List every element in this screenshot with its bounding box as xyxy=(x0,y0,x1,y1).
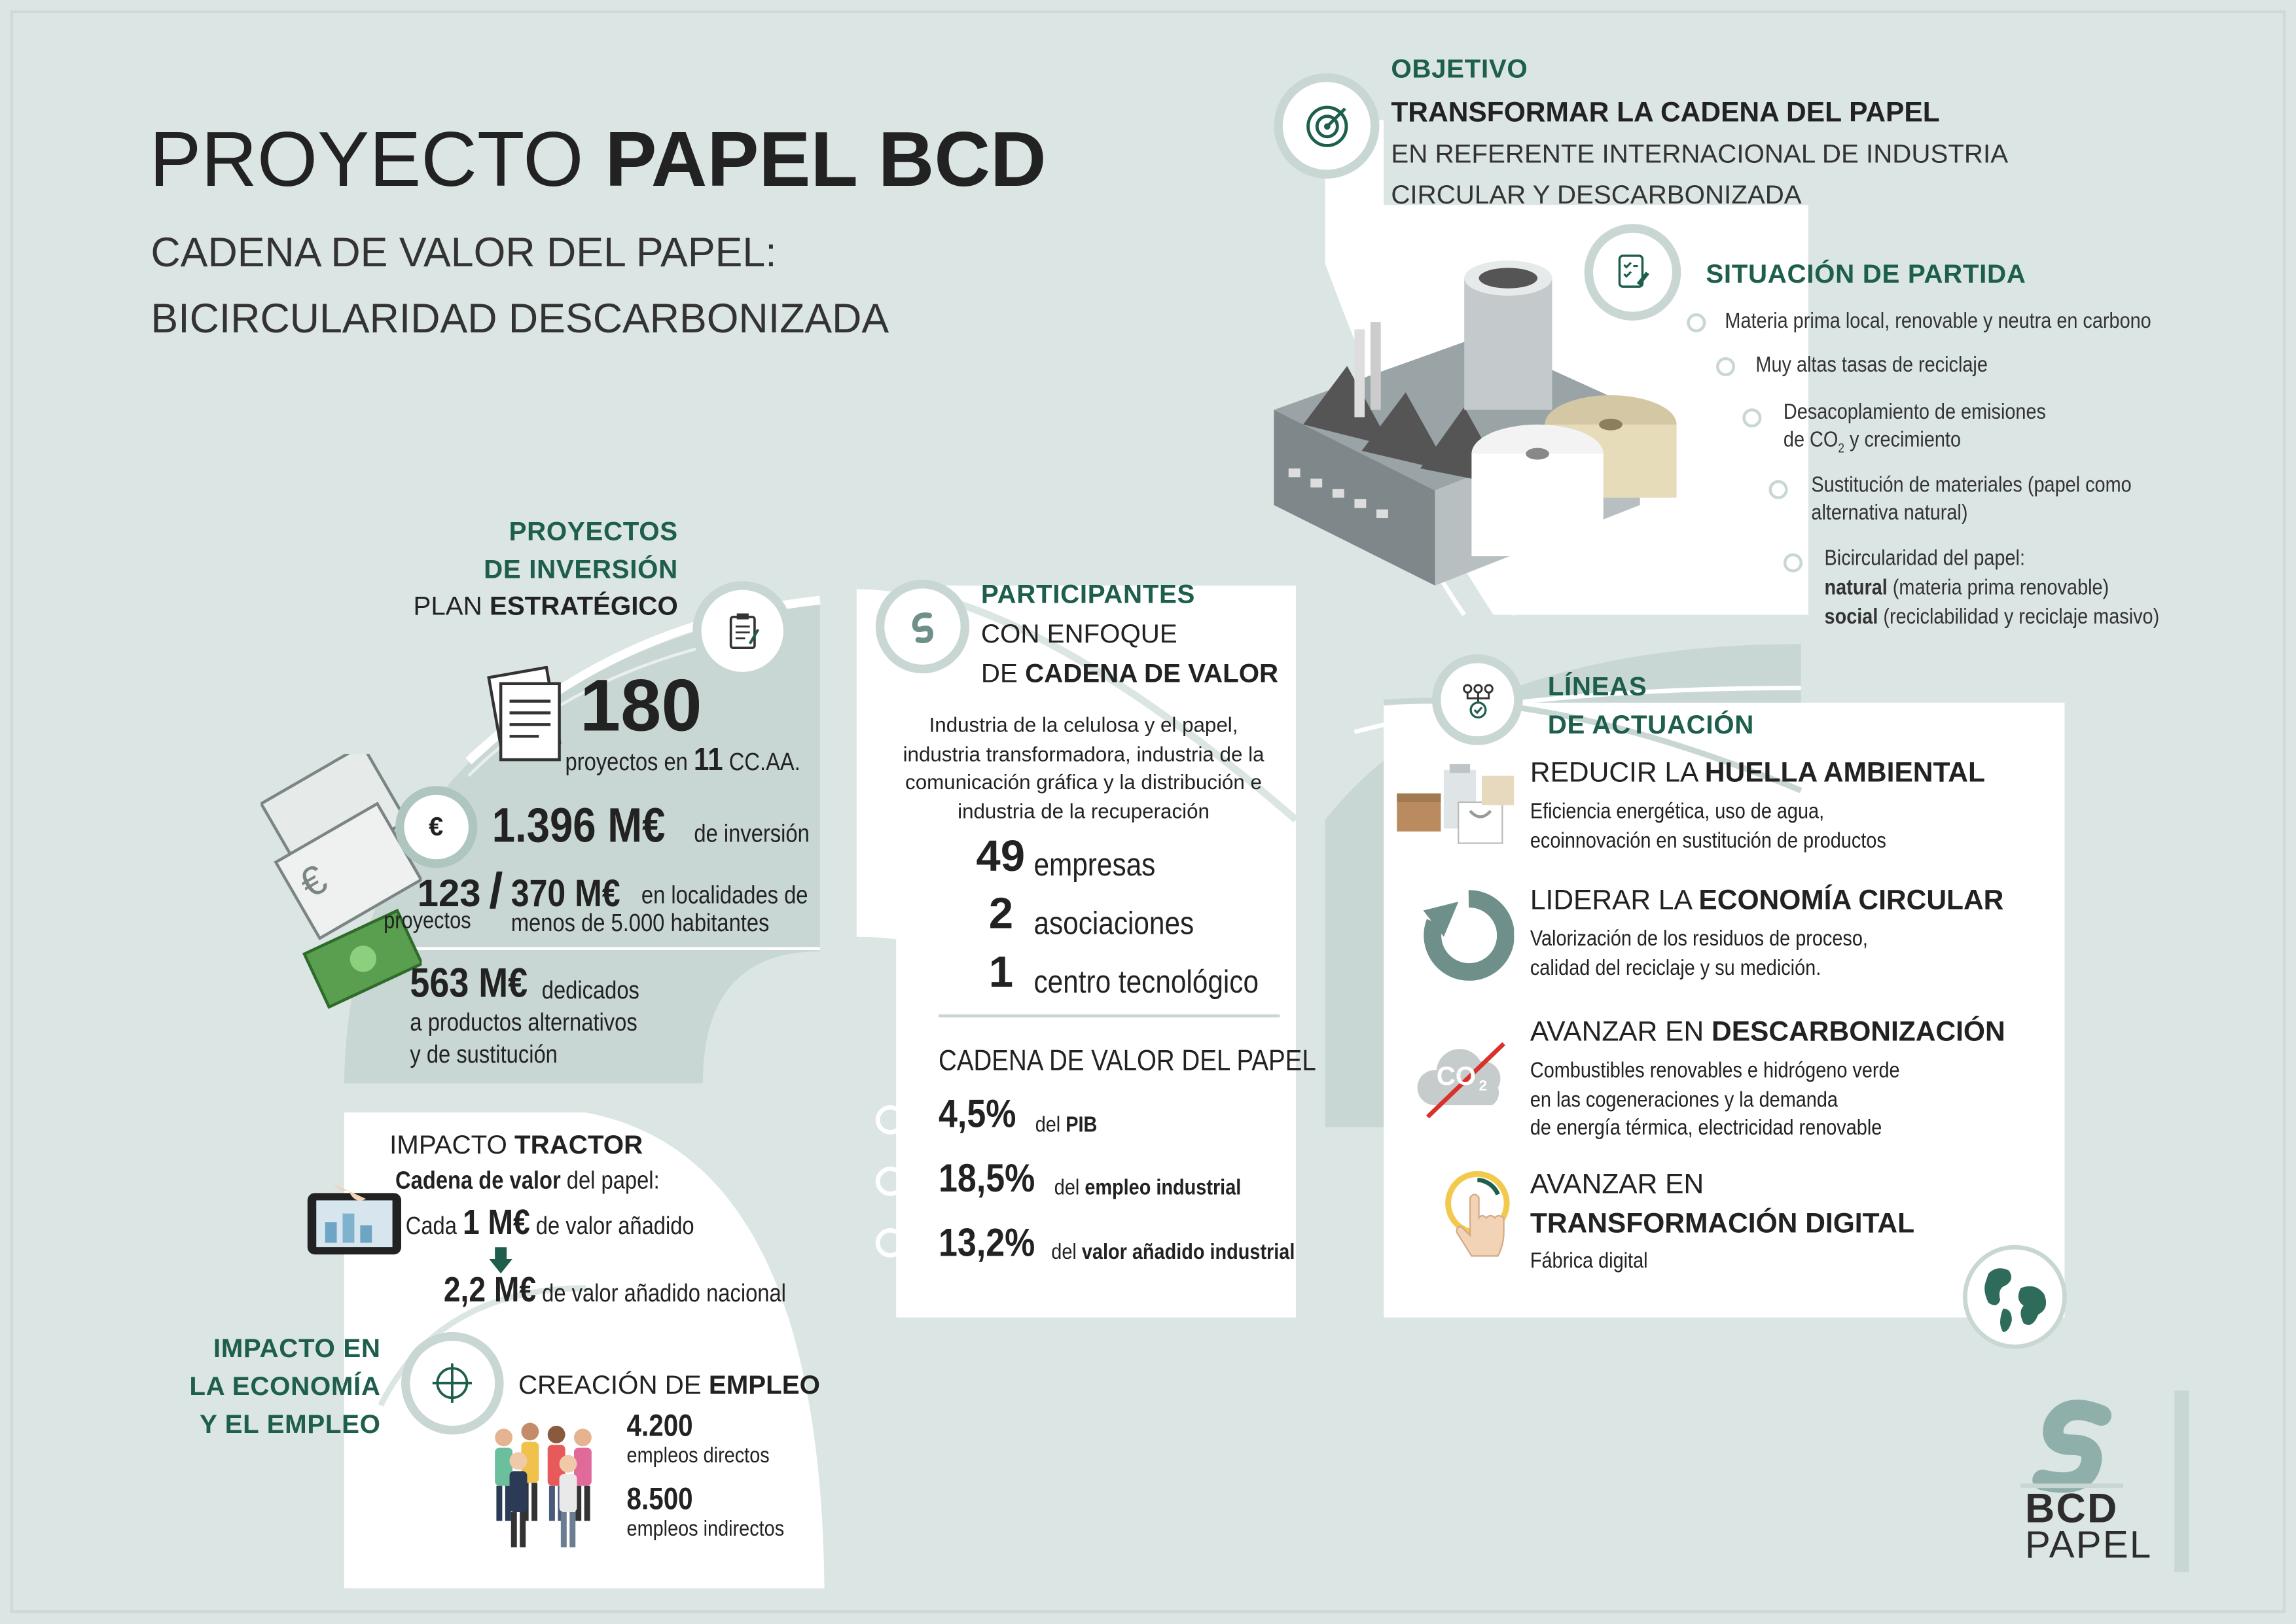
co2-sub: 2 xyxy=(1838,440,1844,455)
localidades-proj: proyectos xyxy=(384,909,471,934)
inversion-amount xyxy=(492,798,694,853)
cada-pre: Cada xyxy=(405,1212,463,1240)
alt-label1: dedicados xyxy=(541,976,639,1004)
creacion-empleo xyxy=(518,1370,820,1401)
ring-2 xyxy=(876,1167,905,1196)
subtitle-line2: BICIRCULARIDAD DESCARBONIZADA xyxy=(151,295,889,342)
lineas-heading xyxy=(1548,667,1754,743)
eco-heading-2: LA ECONOMÍA xyxy=(189,1371,381,1402)
l3-light: AVANZAR EN xyxy=(1530,1017,1712,1048)
participantes-sub1: CON ENFOQUE xyxy=(980,619,1177,649)
directos-label: empleos directos xyxy=(626,1443,770,1468)
count-label-post: CC.AA. xyxy=(723,748,800,776)
l1-bold: HUELLA AMBIENTAL xyxy=(1704,758,1985,789)
cada-amount: 1 M€ xyxy=(463,1203,530,1243)
alt-label2: a productos alternativos xyxy=(410,1008,637,1036)
situacion-item-5 xyxy=(1825,544,2214,632)
situacion-item-2: Muy altas tasas de reciclaje xyxy=(1755,353,1988,378)
participantes-heading: PARTICIPANTES xyxy=(980,579,1196,609)
eco-heading-1: IMPACTO EN xyxy=(213,1333,381,1363)
linea-1-title xyxy=(1530,758,1985,790)
sub2-bold: CADENA DE VALOR xyxy=(1025,658,1279,688)
pib-num: 4,5% xyxy=(939,1091,1016,1137)
documents-icon xyxy=(480,666,568,769)
bullet-5 xyxy=(1784,554,1803,573)
alt-label3: y de sustitución xyxy=(410,1040,558,1069)
plan-estrategico xyxy=(366,591,678,622)
desc-4: industria de la recuperación xyxy=(958,798,1210,822)
linea-3-title xyxy=(1530,1017,2005,1050)
desc-3: comunicación gráfica y la distribución e xyxy=(905,769,1262,794)
eco-heading-3: Y EL EMPLEO xyxy=(199,1409,381,1439)
arrow-down-icon xyxy=(489,1247,512,1273)
indirectos-label: empleos indirectos xyxy=(626,1516,785,1542)
cada-rest: de valor añadido xyxy=(529,1212,694,1240)
localidades-label2: menos de 5.000 habitantes xyxy=(511,909,770,937)
natural-bold: natural xyxy=(1824,575,1888,601)
proyectos-heading xyxy=(410,512,677,588)
linea-2-title xyxy=(1530,886,2004,918)
count-label-num: 11 xyxy=(693,741,723,777)
logo-line1: BCD xyxy=(2025,1485,2119,1532)
situacion-item-3a: Desacoplamiento de emisiones xyxy=(1783,399,2046,425)
participantes-desc xyxy=(878,711,1288,826)
co2-sub-text: 2 xyxy=(1479,1078,1488,1095)
asociaciones-label: asociaciones xyxy=(1033,904,1194,942)
objetivo-line2: EN REFERENTE INTERNACIONAL DE INDUSTRIA xyxy=(1391,139,2009,169)
l1-d2: ecoinnovación en sustitución de productos xyxy=(1530,828,1886,853)
svg-text:€: € xyxy=(429,812,444,841)
lineas-heading-2: DE ACTUACIÓN xyxy=(1547,710,1755,739)
empleo-bold-title: EMPLEO xyxy=(708,1370,820,1400)
impacto-economia-heading xyxy=(147,1329,381,1443)
vab-num: 13,2% xyxy=(939,1220,1035,1265)
plan-light: PLAN xyxy=(413,591,490,621)
empresas-num: 49 xyxy=(976,832,1026,881)
logo-line2: PAPEL xyxy=(2025,1522,2153,1566)
products-icon xyxy=(1391,761,1522,849)
centro-label: centro tecnológico xyxy=(1033,963,1259,1000)
bullet-3 xyxy=(1742,408,1761,427)
l3-d1: Combustibles renovables e hidrógeno verde xyxy=(1530,1058,1900,1084)
l2-d2: calidad del reciclaje y su medición. xyxy=(1530,955,1821,980)
l4-d1: Fábrica digital xyxy=(1530,1248,1648,1274)
empleo-num: 18,5% xyxy=(939,1156,1035,1201)
social-bold: social xyxy=(1824,604,1878,629)
centro-num: 1 xyxy=(988,948,1014,997)
bcd-logo-mark xyxy=(2013,1398,2130,1495)
cada-line xyxy=(406,1203,742,1244)
situacion-item-5a: Bicircularidad del papel: xyxy=(1824,546,2025,571)
proyectos-heading-2: DE INVERSIÓN xyxy=(484,554,678,584)
l2-d1: Valorización de los residuos de proceso, xyxy=(1530,927,1868,952)
tractor-light: IMPACTO xyxy=(389,1130,515,1159)
localidades-slash: / xyxy=(489,863,503,919)
proyectos-count: 180 xyxy=(579,664,702,747)
situacion-item-1: Materia prima local, renovable y neutra en carbono xyxy=(1725,309,2151,334)
tablet-icon xyxy=(304,1181,404,1263)
directos-num: 4.200 xyxy=(626,1409,693,1443)
alt-amount: 563 M€ xyxy=(410,960,528,1006)
situacion-item-4b: alternativa natural) xyxy=(1811,501,1968,526)
linea-2-desc xyxy=(1530,925,1923,982)
objetivo-line3: CIRCULAR Y DESCARBONIZADA xyxy=(1391,180,1802,209)
linea-1-desc xyxy=(1530,798,1944,855)
empleo-light: CREACIÓN DE xyxy=(518,1370,709,1400)
l2-bold: ECONOMÍA CIRCULAR xyxy=(1698,885,2004,917)
subtitle-line1: CADENA DE VALOR DEL PAPEL: xyxy=(151,230,777,275)
empleo-bold: empleo industrial xyxy=(1085,1175,1242,1201)
co2-text: CO xyxy=(1436,1061,1477,1091)
situacion-item-3 xyxy=(1784,398,2089,463)
network-icon xyxy=(1432,654,1523,745)
pib-pre: del xyxy=(1035,1112,1066,1138)
l2-light: LIDERAR LA xyxy=(1530,885,1699,917)
l1-light: REDUCIR LA xyxy=(1530,758,1705,789)
l3-d3: de energía térmica, electricidad renovable xyxy=(1530,1115,1882,1140)
svg-text:€: € xyxy=(291,856,335,908)
tractor-bold: TRACTOR xyxy=(514,1130,643,1159)
bcd-logo-icon xyxy=(876,580,969,673)
localidades-amount: 370 M€ xyxy=(511,871,620,915)
linea-4-title-light: AVANZAR EN xyxy=(1530,1169,1704,1201)
natural-rest: (materia prima renovable) xyxy=(1887,575,2109,601)
clipboard-icon xyxy=(692,581,792,680)
co2-cloud-icon xyxy=(1413,1032,1516,1120)
title-light: PROYECTO xyxy=(149,116,605,203)
pib-bold: PIB xyxy=(1066,1112,1098,1138)
co2-pre: de CO xyxy=(1783,427,1839,453)
factory-illustration xyxy=(1259,249,1698,600)
linea-4-title-bold: TRANSFORMACIÓN DIGITAL xyxy=(1530,1209,1915,1240)
touch-hand-icon xyxy=(1438,1171,1517,1274)
page-title xyxy=(149,117,1046,205)
inversion-label: de inversión xyxy=(694,819,810,848)
globe-icon xyxy=(1962,1244,2068,1350)
title-bold: PAPEL BCD xyxy=(605,116,1047,203)
objetivo-line1: TRANSFORMAR LA CADENA DEL PAPEL xyxy=(1391,97,1940,129)
indirectos-num: 8.500 xyxy=(626,1483,693,1517)
plan-bold: ESTRATÉGICO xyxy=(489,591,678,621)
situacion-heading: SITUACIÓN DE PARTIDA xyxy=(1706,258,2026,289)
nacional-line xyxy=(444,1271,842,1312)
social-rest: (reciclabilidad y reciclaje masivo) xyxy=(1878,604,2160,629)
localidades-label1: en localidades de xyxy=(641,881,808,909)
cadena-valor-line xyxy=(395,1167,702,1196)
cadena-bold: Cadena de valor xyxy=(395,1167,561,1195)
linea-3-desc xyxy=(1530,1057,1960,1142)
nac-amount: 2,2 M€ xyxy=(443,1270,537,1311)
ring-1 xyxy=(876,1105,905,1135)
nac-rest: de valor añadido nacional xyxy=(536,1279,786,1307)
target-icon xyxy=(1274,73,1379,179)
asociaciones-num: 2 xyxy=(988,890,1014,939)
empleo-pre: del xyxy=(1054,1175,1085,1201)
vab-pre: del xyxy=(1051,1239,1082,1265)
empresas-label: empresas xyxy=(1033,846,1156,883)
cadena-rest: del papel: xyxy=(560,1167,660,1195)
people-illustration xyxy=(483,1417,618,1552)
circular-arrow-icon xyxy=(1424,890,1515,981)
situacion-item-4a: Sustitución de materiales (papel como xyxy=(1811,472,2132,498)
lineas-heading-1: LÍNEAS xyxy=(1547,671,1647,701)
participantes-sub2 xyxy=(981,659,1278,690)
situacion-item-3b xyxy=(1784,426,1961,463)
inversion-value: 1.396 M€ xyxy=(492,798,666,853)
objetivo-heading: OBJETIVO xyxy=(1391,54,1528,84)
sub2-light: DE xyxy=(980,658,1026,688)
proyectos-count-label xyxy=(565,741,839,779)
l3-d2: en las cogeneraciones y la demanda xyxy=(1530,1087,1838,1112)
euro-icon xyxy=(395,786,477,868)
cadena-heading: CADENA DE VALOR DEL PAPEL xyxy=(939,1045,1316,1078)
proyectos-heading-1: PROYECTOS xyxy=(509,516,678,546)
localidades-num: 123 xyxy=(417,871,481,915)
ring-3 xyxy=(876,1228,905,1258)
impacto-tractor xyxy=(389,1130,643,1161)
desc-2: industria transformadora, industria de la xyxy=(903,741,1265,765)
count-label-pre: proyectos en xyxy=(565,748,694,776)
situacion-item-4 xyxy=(1811,471,2183,527)
l3-bold: DESCARBONIZACIÓN xyxy=(1712,1017,2005,1048)
vab-bold: valor añadido industrial xyxy=(1081,1239,1295,1265)
co2-post: y crecimiento xyxy=(1844,427,1962,453)
bullet-2 xyxy=(1716,357,1735,376)
cheques-illustration xyxy=(260,754,422,1017)
l1-d1: Eficiencia energética, uso de agua, xyxy=(1530,799,1825,824)
desc-1: Industria de la celulosa y el papel, xyxy=(929,713,1238,737)
bullet-4 xyxy=(1769,480,1788,499)
